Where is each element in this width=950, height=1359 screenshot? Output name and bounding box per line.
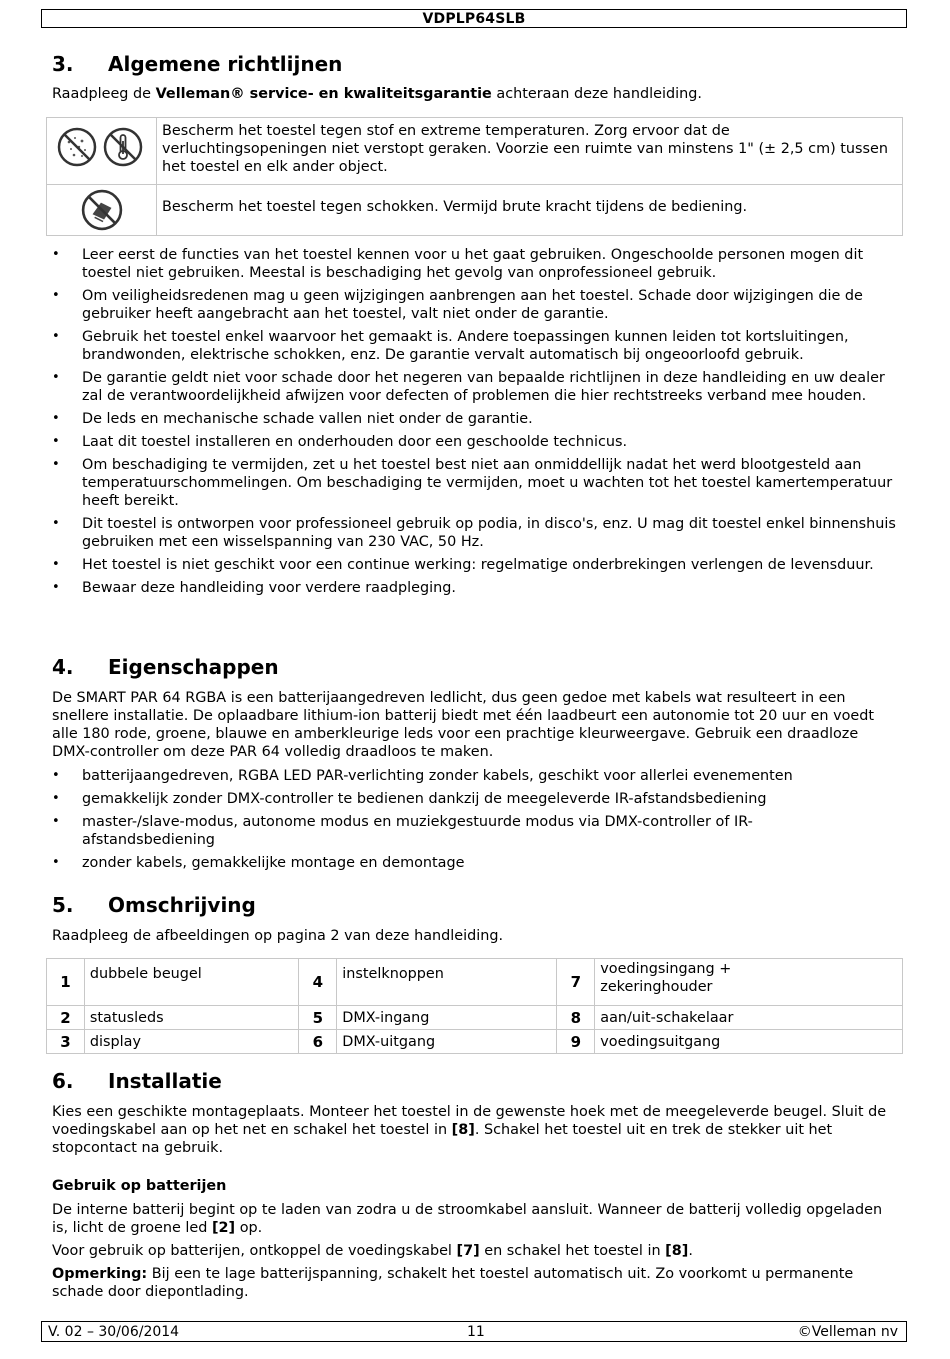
list-item-text: Leer eerst de functies van het toestel kennen voor u het gaat gebruiken. Ongeschoolde personen mogen dit toestel niet gebruiken. Meestal is beschadiging het gevolg van onprofessioneel gebruik. [82,247,864,281]
list-item-text: zonder kabels, gemakkelijke montage en demontage [82,855,465,871]
paragraph-text: De interne batterij begint op te laden van zodra u de stroomkabel aansluit. Wanneer de batterij volledig opgeladen is, licht de groene led [52,1202,883,1236]
part-number: 1 [47,959,85,1006]
part-number: 9 [557,1030,595,1054]
bullet-icon: • [52,434,60,449]
list-item-text: Om beschadiging te vermijden, zet u het toestel best niet aan onmiddellijk nadat het werd blootgesteld aan temperatuurschommelingen. Om beschadiging te vermijden, moet u wachten tot het toestel kamertemperatuur heeft bereikt. [82,457,893,509]
copyright: ©Velleman nv [797,1324,898,1340]
page-header [41,9,907,28]
page-number: 11 [467,1324,485,1340]
parts-table [46,958,903,1054]
list-item-text: Gebruik het toestel enkel waarvoor het gemaakt is. Andere toepassingen kunnen leiden tot kortsluitingen, brandwonden, elektrische schokken, enz. De garantie vervalt automatisch bij ongeoorloofd gebruik. [82,329,849,363]
list-item-text: master-/slave-modus, autonome modus en muziekgestuurde modus via DMX-controller of IR-afstandsbediening [82,814,753,848]
guidelines-list [52,246,900,602]
part-number: 4 [299,959,337,1006]
warning-text: Bescherm het toestel tegen stof en extreme temperaturen. Zorg ervoor dat de verluchtingsopeningen niet verstopt geraken. Voorzie een ruimte van minstens 1" (± 2,5 cm) tussen het toestel en elk ander object. [162,123,889,175]
list-item [52,556,900,574]
list-item [52,369,900,405]
table-row [47,1006,903,1030]
page-footer [41,1321,907,1342]
list-item-text: Laat dit toestel installeren en onderhouden door een geschoolde technicus. [82,434,628,450]
part-label: display [84,1030,299,1054]
list-item [52,813,900,849]
part-label: voedingsingang + zekeringhouder [595,959,903,1006]
part-reference: [2] [211,1220,236,1236]
part-number: 5 [299,1006,337,1030]
bullet-icon: • [52,768,60,783]
note-paragraph [52,1265,900,1301]
section-4-intro: De SMART PAR 64 RGBA is een batterijaangedreven ledlicht, dus geen gedoe met kabels wat resulteert in een snellere installatie. De oplaadbare lithium-ion batterij biedt met één laadbeurt een autonomie tot 20 uur en voedt alle 180 rode, groene, blauwe en amberkleurige leds voor een prachtige kleurweergave. Gebruik een draadloze DMX-controller om deze PAR 64 volledig draadloos te maken. [52,690,875,760]
subsection-heading: Gebruik op batterijen [52,1178,227,1194]
list-item [52,767,900,785]
bullet-icon: • [52,411,60,426]
warning-text: Bescherm het toestel tegen schokken. Vermijd brute kracht tijdens de bediening. [162,199,748,215]
list-item [52,410,900,428]
list-item [52,854,900,872]
paragraph-text: . [688,1243,693,1259]
warranty-reference: Velleman® service- en kwaliteitsgarantie [155,86,492,102]
section-6-heading [52,1069,222,1093]
section-3-heading [52,52,342,76]
bullet-icon: • [52,329,60,344]
list-item [52,790,900,808]
part-number: 7 [557,959,595,1006]
section-number: 5. [52,893,74,917]
paragraph-text: Voor gebruik op batterijen, ontkoppel de voedingskabel [52,1243,457,1259]
section-title: Omschrijving [108,893,256,917]
bullet-icon: • [52,814,60,829]
table-row [47,1030,903,1054]
section-3-intro [52,85,900,103]
bullet-icon: • [52,370,60,385]
table-row [47,959,903,1006]
features-list [52,767,900,877]
warnings-table [46,117,903,236]
list-item-text: Bewaar deze handleiding voor verdere raadpleging. [82,580,456,596]
note-text: Bij een te lage batterijspanning, schakelt het toestel automatisch uit. Zo voorkomt u permanente schade door diepontlading. [52,1266,854,1300]
list-item [52,328,900,364]
part-label: DMX-uitgang [337,1030,557,1054]
paragraph-text: op. [235,1220,263,1236]
bullet-icon: • [52,457,60,472]
no-shock-icon [81,189,123,231]
list-item [52,287,900,323]
model-number: VDPLP64SLB [422,11,526,27]
list-item-text: De garantie geldt niet voor schade door het negeren van bepaalde richtlijnen in deze handleiding en uw dealer zal de verantwoordelijkheid afwijzen voor defecten of problemen die hier rechtstreeks verband mee houden. [82,370,885,404]
part-number: 2 [47,1006,85,1030]
section-5-heading [52,893,256,917]
list-item-text: De leds en mechanische schade vallen niet onder de garantie. [82,411,533,427]
list-item [52,246,900,282]
list-item-text: Om veiligheidsredenen mag u geen wijzigingen aanbrengen aan het toestel. Schade door wijzigingen die de gebruiker heeft aangebracht aan het toestel, valt niet onder de garantie. [82,288,863,322]
part-label: voedingsuitgang [595,1030,903,1054]
warning-row [47,184,902,235]
part-label: instelknoppen [337,959,557,1006]
part-reference: [8] [451,1122,475,1138]
bullet-icon: • [52,791,60,806]
intro-text: Raadpleeg de [52,86,156,102]
list-item [52,579,900,597]
section-4-heading [52,655,279,679]
battery-use-paragraph [52,1242,900,1260]
intro-text-end: achteraan deze handleiding. [491,86,702,102]
list-item-text: batterijaangedreven, RGBA LED PAR-verlichting zonder kabels, geschikt voor allerlei evenementen [82,768,793,784]
paragraph-text: . Schakel het toestel uit en trek de stekker uit het stopcontact na gebruik. [52,1122,833,1156]
list-item [52,515,900,551]
no-dust-icon [57,127,97,167]
bullet-icon: • [52,855,60,870]
bullet-icon: • [52,288,60,303]
part-number: 3 [47,1030,85,1054]
note-label: Opmerking: [52,1266,148,1282]
battery-paragraph [52,1201,900,1237]
paragraph-text: en schakel het toestel in [479,1243,666,1259]
part-label: DMX-ingang [337,1006,557,1030]
part-number: 8 [557,1006,595,1030]
warning-row [47,118,902,185]
installation-paragraph [52,1103,900,1157]
list-item-text: Dit toestel is ontworpen voor professioneel gebruik op podia, in disco's, enz. U mag dit toestel enkel binnenshuis gebruiken met een wisselspanning van 230 VAC, 50 Hz. [82,516,896,550]
part-reference: [8] [665,1243,689,1259]
section-number: 4. [52,655,74,679]
bullet-icon: • [52,557,60,572]
section-title: Algemene richtlijnen [108,52,343,76]
part-label: dubbele beugel [84,959,299,1006]
list-item-text: Het toestel is niet geschikt voor een continue werking: regelmatige onderbrekingen verlengen de levensduur. [82,557,874,573]
bullet-icon: • [52,580,60,595]
section-number: 3. [52,52,74,76]
warning-icons-cell [47,118,157,184]
part-label: aan/uit-schakelaar [595,1006,903,1030]
section-title: Eigenschappen [108,655,279,679]
warning-icons-cell [47,184,157,235]
bullet-icon: • [52,516,60,531]
list-item [52,433,900,451]
section-5-intro: Raadpleeg de afbeeldingen op pagina 2 van deze handleiding. [52,928,504,944]
part-number: 6 [299,1030,337,1054]
paragraph-text: Kies een geschikte montageplaats. Monteer het toestel in de gewenste hoek met de meegeleverde beugel. Sluit de voedingskabel aan op het net en schakel het toestel in [52,1104,887,1138]
list-item-text: gemakkelijk zonder DMX-controller te bedienen dankzij de meegeleverde IR-afstandsbediening [82,791,767,807]
part-label: statusleds [84,1006,299,1030]
section-number: 6. [52,1069,74,1093]
part-reference: [7] [456,1243,480,1259]
version-date: V. 02 – 30/06/2014 [48,1324,180,1340]
bullet-icon: • [52,247,60,262]
list-item [52,456,900,510]
section-title: Installatie [108,1069,222,1093]
no-extreme-temperature-icon [103,127,143,167]
